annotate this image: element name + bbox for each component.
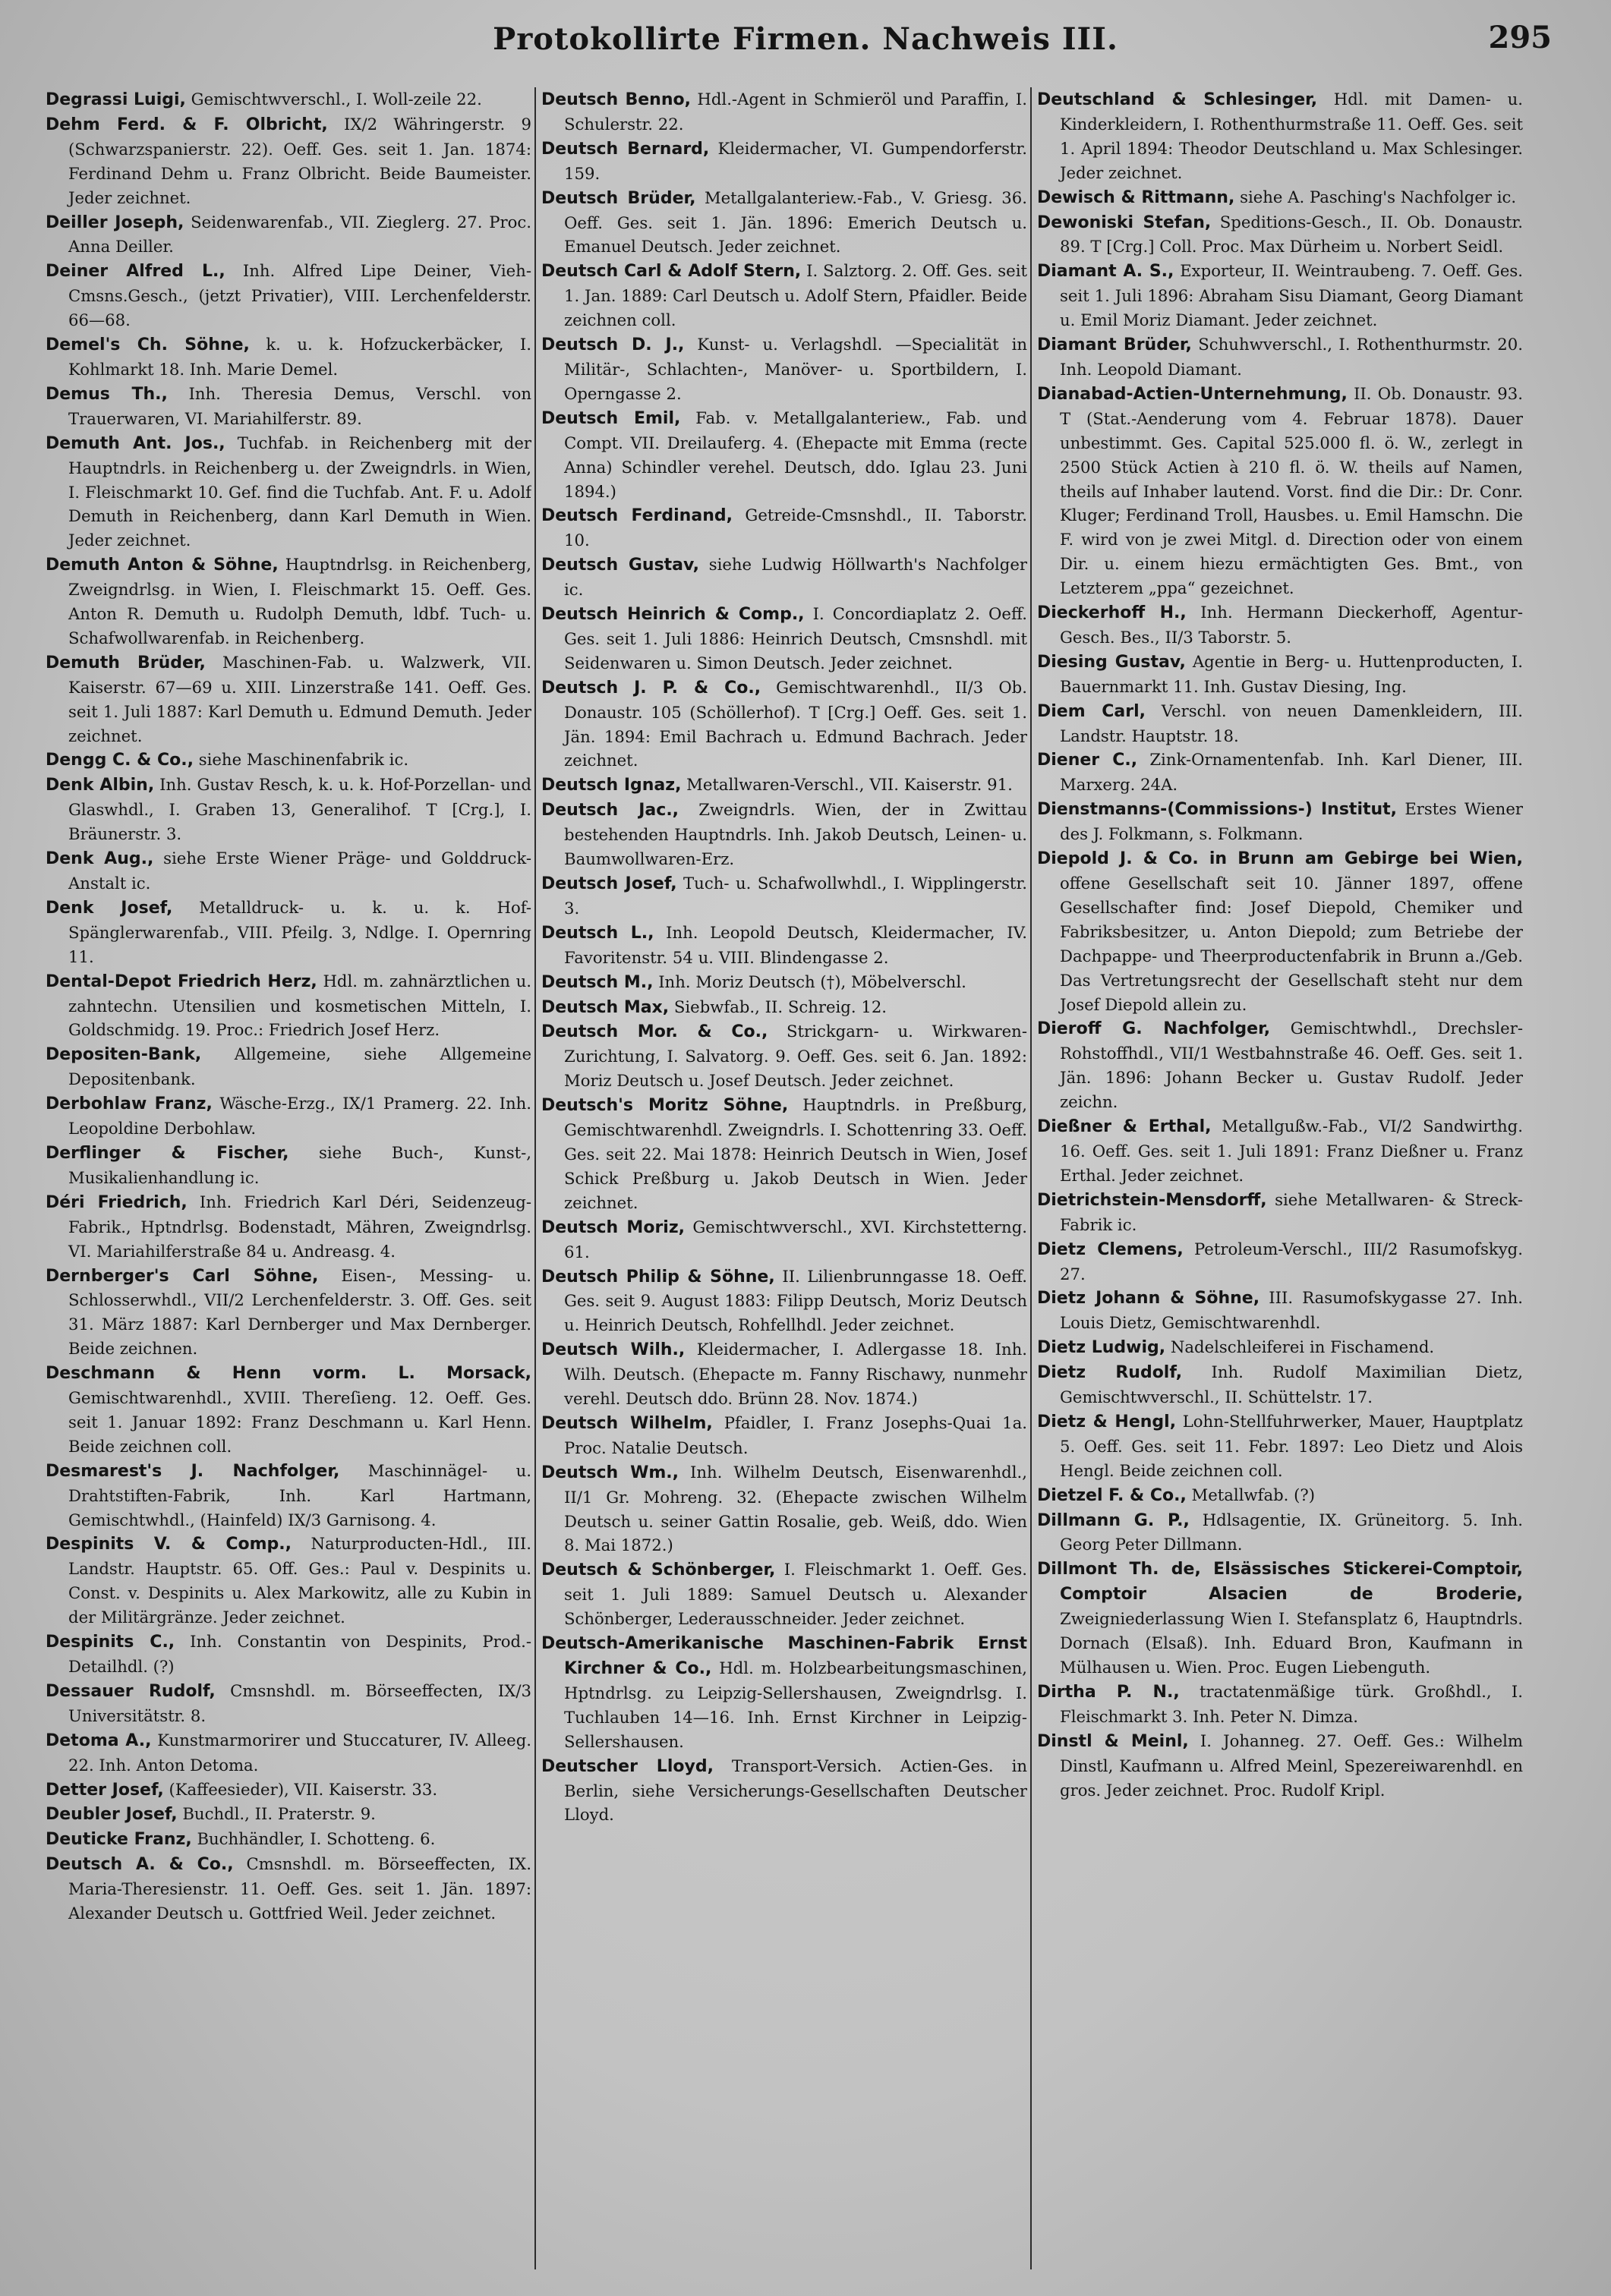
firm-details: siehe Metallwaren- & Streck-Fabrik ic.: [1060, 1189, 1523, 1234]
firm-details: Inh. Wilhelm Deutsch, Eisenwarenhdl., II/1 Gr. Mohreng. 32. (Ehepacte zwischen Wilhelm Deutsch u. seiner Gattin Rosalie, geb. Weiß, ddo. Wien 8. Mai 1872.): [564, 1462, 1027, 1555]
firm-details: Maschinen-Fab. u. Walzwerk, VII. Kaiserstr. 67—69 u. XIII. Linzerstraße 141. Oeff. Ges. seit 1. Juli 1887: Karl Demuth u. Edmund Demuth. Jeder zeichnet.: [68, 652, 531, 745]
directory-entry: [541, 1215, 1027, 1265]
firm-name: Dietz Johann & Söhne,: [1037, 1289, 1260, 1309]
directory-entry: [541, 995, 1027, 1020]
directory-entry: [1037, 1335, 1523, 1360]
directory-entry: [46, 87, 531, 112]
firm-details: Hdl. m. Holzbearbeitungsmaschinen, Hptndrlsg. zu Leipzig-Sellershausen, Zweigndrlsg. I. Tuchlauben 14—16. Inh. Ernst Kirchner in Leipzig-Sellershausen.: [564, 1658, 1027, 1751]
directory-entry: [1037, 1409, 1523, 1483]
column-divider: [534, 87, 536, 2269]
firm-details: Kunst- u. Verlagshdl. —Specialität in Militär-, Schlachten-, Manöver- u. Sportbildern, I. Operngasse 2.: [564, 335, 1027, 403]
directory-entry: [46, 112, 531, 210]
firm-name: Dianabad-Actien-Unternehmung,: [1037, 384, 1348, 404]
firm-details: Naturproducten-Hdl., III. Landstr. Hauptstr. 65. Off. Ges.: Paul v. Despinits u. Const. v. Despinits u. Alex Markowitz, alle zu Kubin in der Militärgränze. Jeder zeichnet.: [68, 1534, 531, 1627]
firm-details: Speditions-Gesch., II. Ob. Donaustr. 89. T [Crg.] Coll. Proc. Max Dürheim u. Norbert Seidl.: [1060, 212, 1523, 257]
firm-name: Dießner & Erthal,: [1037, 1117, 1212, 1137]
firm-details: Inh. Friedrich Karl Déri, Seidenzeug-Fabrik., Hptndrlsg. Bodenstadt, Mähren, Zweigndrlsg. VI. Mariahilferstraße 84 u. Andreasg. 4.: [68, 1192, 531, 1261]
directory-entry: [1037, 382, 1523, 600]
directory-entry: [46, 1852, 531, 1926]
firm-details: Buchdl., II. Praterstr. 9.: [182, 1804, 376, 1824]
firm-details: Hdl. m. zahnärztlichen u. zahntechn. Utensilien und kosmetischen Mitteln, I. Goldschmidg. 19. Proc.: Friedrich Josef Herz.: [68, 971, 531, 1040]
page-header: [46, 17, 1565, 70]
firm-details: Allgemeine, siehe Allgemeine Depositenbank.: [68, 1044, 531, 1089]
directory-entry: [46, 969, 531, 1043]
firm-name: Demel's Ch. Söhne,: [46, 335, 250, 355]
firm-name: Dengg C. & Co.,: [46, 751, 194, 770]
directory-entry: [1037, 1680, 1523, 1729]
directory-entry: [541, 137, 1027, 186]
firm-details: Kleidermacher, VI. Gumpendorferstr. 159.: [564, 138, 1027, 183]
firm-name: Deutscher Lloyd,: [541, 1756, 714, 1776]
directory-entry: [541, 676, 1027, 773]
firm-name: Deutsch Wilhelm,: [541, 1413, 713, 1433]
directory-entry: [46, 1802, 531, 1827]
firm-details: Exporteur, II. Weintraubeng. 7. Oeff. Ges. seit 1. Juli 1896: Abraham Sisu Diamant, Georg Diamant u. Emil Moriz Diamant. Jeder zeichnet.: [1060, 261, 1523, 330]
firm-name: Deutsch Bernard,: [541, 139, 710, 159]
directory-entry: [46, 1630, 531, 1679]
firm-name: Dewoniski Stefan,: [1037, 213, 1212, 232]
firm-name: Deutsch Brüder,: [541, 188, 696, 208]
firm-details: Kleidermacher, I. Adlergasse 18. Inh. Wilh. Deutsch. (Ehepacte m. Fanny Rischawy, nunmehr verehl. Deutsch ddo. Brünn 28. Nov. 1874.): [564, 1340, 1027, 1409]
firm-details: I. Concordiaplatz 2. Oeff. Ges. seit 1. Juli 1886: Heinrich Deutsch, Cmsnshdl. mit Seidenwaren u. Simon Deutsch. Jeder zeichnet.: [564, 604, 1027, 672]
firm-name: Deutsch M.,: [541, 972, 654, 992]
firm-name: Deiller Joseph,: [46, 213, 184, 232]
directory-entry: [46, 1827, 531, 1852]
firm-details: Hdlsagentie, IX. Grüneitorg. 5. Inh. Georg Peter Dillmann.: [1060, 1510, 1523, 1554]
directory-entry: [1037, 600, 1523, 650]
directory-entry: [541, 259, 1027, 332]
directory-entry: [46, 1459, 531, 1532]
directory-entry: [541, 553, 1027, 602]
directory-entry: [46, 1778, 531, 1803]
firm-name: Deutsch Wilh.,: [541, 1340, 686, 1360]
directory-entry: [541, 1460, 1027, 1558]
directory-entry: [46, 773, 531, 846]
directory-entry: [541, 1557, 1027, 1631]
firm-details: Nadelschleiferei in Fischamend.: [1170, 1337, 1435, 1357]
firm-name: Dienstmanns-(Commissions-) Institut,: [1037, 800, 1398, 820]
firm-details: Inh. Hermann Dieckerhoff, Agentur-Gesch. Bes., II/3 Taborstr. 5.: [1060, 603, 1523, 647]
firm-name: Depositen-Bank,: [46, 1045, 202, 1065]
directory-entry: [46, 1361, 531, 1459]
firm-details: Hdl. mit Damen- u. Kinderkleidern, I. Rothenthurmstraße 11. Oeff. Ges. seit 1. April 1894: Theodor Deutschland u. Max Schlesinger. Jeder zeichnet.: [1060, 90, 1523, 182]
firm-details: III. Rasumofskygasse 27. Inh. Louis Dietz, Gemischtwarenhdl.: [1060, 1288, 1523, 1333]
firm-details: Tuchfab. in Reichenberg mit der Hauptndrls. in Reichenberg u. der Zweigndrls. in Wien, I. Fleischmarkt 10. Gef. find die Tuchfab. Ant. F. u. Adolf Demuth in Reichenberg, dann Karl Demuth in Wien. Jeder zeichnet.: [68, 433, 531, 550]
firm-details: Lohn-Stellfuhrwerker, Mauer, Hauptplatz 5. Oeff. Ges. seit 11. Febr. 1897: Leo Dietz und Alois Hengl. Beide zeichnen coll.: [1060, 1411, 1523, 1480]
firm-name: Dietzel F. & Co.,: [1037, 1485, 1187, 1505]
firm-name: Dietrichstein-Mensdorff,: [1037, 1190, 1267, 1210]
firm-details: Strickgarn- u. Wirkwaren-Zurichtung, I. Salvatorg. 9. Oeff. Ges. seit 6. Jan. 1892: Moriz Deutsch u. Josef Deutsch. Jeder zeichnet.: [564, 1022, 1027, 1091]
firm-details: siehe Maschinenfabrik ic.: [198, 750, 409, 770]
firm-name: Detter Josef,: [46, 1780, 164, 1800]
firm-name: Deutsch Jac.,: [541, 801, 679, 820]
firm-name: Deuticke Franz,: [46, 1830, 192, 1850]
directory-entry: [541, 87, 1027, 137]
firm-details: Hdl.-Agent in Schmieröl und Paraffin, I. Schulerstr. 22.: [564, 90, 1027, 134]
directory-entry: [1037, 1360, 1523, 1409]
firm-details: Schuhwverschl., I. Rothenthurmstr. 20. Inh. Leopold Diamant.: [1060, 335, 1523, 379]
firm-name: Dietz Clemens,: [1037, 1239, 1184, 1259]
firm-details: I. Johanneg. 27. Oeff. Ges.: Wilhelm Dinstl, Kaufmann u. Alfred Meinl, Spezereiwarenhdl. en gros. Jeder zeichnet. Proc. Rudolf Kripl.: [1060, 1731, 1523, 1800]
firm-details: Gemischtwhdl., Drechsler-Rohstoffhdl., VII/1 Westbahnstraße 46. Oeff. Ges. seit 1. Jän. 1896: Johann Becker u. Gustav Rudolf. Jeder zeichn.: [1060, 1019, 1523, 1112]
firm-name: Deiner Alfred L.,: [46, 262, 225, 282]
firm-details: Buchhändler, I. Schotteng. 6.: [197, 1829, 436, 1849]
directory-entry: [46, 650, 531, 748]
firm-details: Fab. v. Metallgalanteriew., Fab. und Compt. VII. Dreilauferg. 4. (Ehepacte mit Emma (recte Anna) Schindler verehel. Deutsch, ddo. Iglau 23. Juni 1894.): [564, 408, 1027, 501]
firm-name: Desmarest's J. Nachfolger,: [46, 1461, 340, 1481]
directory-entry: [46, 332, 531, 382]
firm-name: Dehm Ferd. & F. Olbricht,: [46, 115, 328, 134]
firm-name: Dirtha P. N.,: [1037, 1682, 1180, 1702]
directory-entry: [46, 896, 531, 969]
firm-details: (Kaffeesieder), VII. Kaiserstr. 33.: [169, 1779, 438, 1799]
firm-name: Deutsch Philip & Söhne,: [541, 1267, 775, 1287]
firm-name: Deutsch Mor. & Co.,: [541, 1022, 768, 1042]
firm-details: Zweigndrls. Wien, der in Zwittau bestehenden Hauptndrls. Inh. Jakob Deutsch, Leinen- u. Baumwollwaren-Erz.: [564, 800, 1027, 869]
directory-entry: [541, 1337, 1027, 1411]
directory-entry: [1037, 332, 1523, 382]
firm-details: Seidenwarenfab., VII. Zieglerg. 27. Proc. Anna Deiller.: [68, 212, 531, 257]
firm-details: II. Lilienbrunngasse 18. Oeff. Ges. seit 9. August 1883: Filipp Deutsch, Moriz Deutsch u. Heinrich Deutsch, Rohfellhdl. Jeder zeichnet.: [564, 1266, 1027, 1335]
directory-entry: [541, 1754, 1027, 1828]
firm-details: I. Fleischmarkt 1. Oeff. Ges. seit 1. Juli 1889: Samuel Deutsch u. Alexander Schönberger, Lederausschneider. Jeder zeichnet.: [564, 1560, 1027, 1629]
firm-name: Deutsch J. P. & Co.,: [541, 678, 761, 698]
column-left: [46, 87, 531, 2273]
directory-entry: [1037, 1188, 1523, 1237]
firm-details: Verschl. von neuen Damenkleidern, III. Landstr. Hauptstr. 18.: [1060, 701, 1523, 745]
firm-name: Deutschland & Schlesinger,: [1037, 90, 1318, 109]
firm-name: Deutsch Benno,: [541, 90, 691, 109]
firm-name: Deutsch Wm.,: [541, 1463, 679, 1482]
firm-details: Gemischtwarenhdl., II/3 Ob. Donaustr. 105 (Schöllerhof). T [Crg.] Oeff. Ges. seit 1. Jän. 1894: Emil Bachrach u. Edmund Bachrach. Jeder zeichnet.: [564, 677, 1027, 770]
firm-name: Dietz & Hengl,: [1037, 1412, 1177, 1431]
firm-name: Déri Friedrich,: [46, 1192, 188, 1212]
firm-name: Derbohlaw Franz,: [46, 1094, 213, 1114]
directory-entry: [541, 1019, 1027, 1093]
firm-details: Transport-Versich. Actien-Ges. in Berlin, siehe Versicherungs-Gesellschaften Deutscher Lloyd.: [564, 1756, 1027, 1825]
firm-name: Deutsch Carl & Adolf Stern,: [541, 262, 802, 282]
directory-entry: [541, 871, 1027, 921]
directory-entry: [46, 1190, 531, 1264]
firm-details: Zink-Ornamentenfab. Inh. Karl Diener, III. Marxerg. 24A.: [1060, 750, 1523, 795]
firm-name: Denk Aug.,: [46, 849, 154, 869]
directory-entry: [46, 1728, 531, 1778]
firm-details: Inh. Rudolf Maximilian Dietz, Gemischtwverschl., II. Schüttelstr. 17.: [1060, 1362, 1523, 1407]
firm-details: Petroleum-Verschl., III/2 Rasumofskyg. 27.: [1060, 1239, 1523, 1283]
directory-entry: [541, 503, 1027, 553]
firm-details: k. u. k. Hofzuckerbäcker, I. Kohlmarkt 18. Inh. Marie Demel.: [68, 335, 531, 379]
directory-entry: [1037, 797, 1523, 846]
directory-entry: [541, 602, 1027, 676]
firm-name: Diem Carl,: [1037, 701, 1146, 721]
firm-name: Dieckerhoff H.,: [1037, 603, 1187, 623]
directory-entry: [1037, 185, 1523, 210]
firm-name: Demuth Anton & Söhne,: [46, 556, 279, 575]
directory-entry: [1037, 1016, 1523, 1114]
firm-name: Deubler Josef,: [46, 1805, 178, 1825]
firm-name: Deutsch Josef,: [541, 874, 677, 893]
firm-details: siehe Buch-, Kunst-, Musikalienhandlung ic.: [68, 1142, 531, 1187]
column-middle: [541, 87, 1027, 2273]
directory-entry: [1037, 1483, 1523, 1508]
firm-name: Demuth Brüder,: [46, 653, 206, 672]
firm-name: Dietz Rudolf,: [1037, 1363, 1183, 1383]
firm-details: I. Salztorg. 2. Off. Ges. seit 1. Jan. 1889: Carl Deutsch u. Adolf Stern, Pfaidler. Beide zeichnen coll.: [564, 261, 1027, 330]
directory-entry: [541, 406, 1027, 504]
firm-details: Gemischtwverschl., XVI. Kirchstetterng. 61.: [564, 1217, 1027, 1261]
firm-name: Deutsch Heinrich & Comp.,: [541, 605, 805, 625]
firm-details: Wäsche-Erzg., IX/1 Pramerg. 22. Inh. Leopoldine Derbohlaw.: [68, 1094, 531, 1139]
firm-name: Diamant A. S.,: [1037, 262, 1174, 282]
firm-name: Denk Josef,: [46, 898, 173, 918]
firm-details: Inh. Alfred Lipe Deiner, Vieh-Cmsns.Gesch., (jetzt Privatier), VIII. Lerchenfelderstr. 66—68.: [68, 261, 531, 330]
directory-entry: [541, 1093, 1027, 1215]
directory-entry: [46, 210, 531, 260]
directory-entry: [46, 382, 531, 431]
directory-entry: [46, 1141, 531, 1190]
firm-details: siehe A. Pasching's Nachfolger ic.: [1240, 187, 1517, 206]
firm-name: Deutsch Ferdinand,: [541, 506, 733, 526]
firm-details: Hauptndrlsg. in Reichenberg, Zweigndrlsg. in Wien, I. Fleischmarkt 15. Oeff. Ges. Anton R. Demuth u. Rudolph Demuth, ldbf. Tuch- u. Schafwollwarenfab. in Reichenberg.: [68, 555, 531, 647]
firm-details: Inh. Theresia Demus, Verschl. von Trauerwaren, VI. Mariahilferstr. 89.: [68, 383, 531, 428]
firm-details: Metallgalanteriew.-Fab., V. Griesg. 36. Oeff. Ges. seit 1. Jän. 1896: Emerich Deutsch u. Emanuel Deutsch. Jeder zeichnet.: [564, 187, 1027, 257]
firm-name: Deschmann & Henn vorm. L. Morsack,: [46, 1364, 531, 1384]
firm-name: Demus Th.,: [46, 384, 168, 404]
firm-name: Dessauer Rudolf,: [46, 1681, 216, 1701]
firm-name: Dillmann G. P.,: [1037, 1510, 1190, 1530]
directory-entry: [1037, 87, 1523, 185]
directory-entry: [46, 1264, 531, 1362]
firm-name: Diamant Brüder,: [1037, 335, 1192, 355]
directory-entry: [1037, 1508, 1523, 1557]
firm-details: Gemischtwarenhdl., XVIII. Thereſieng. 12. Oeff. Ges. seit 1. Januar 1892: Franz Deschmann u. Karl Henn. Beide zeichnen coll.: [68, 1388, 531, 1456]
firm-name: Demuth Ant. Jos.,: [46, 433, 225, 453]
firm-name: Deutsch Emil,: [541, 408, 681, 428]
firm-details: II. Ob. Donaustr. 93. T (Stat.-Aenderung vom 4. Februar 1878). Dauer unbestimmt. Ges. Capital 525.000 fl. ö. W., zerlegt in 2500 Stück Actien à 210 fl. ö. W. theils auf Namen, theils auf Inhaber lautend. Vorst. find die Dir.: Dr. Conr. Kluger; Ferdinand Troll, Hausbes. u. Emil Hamschn. Die F. wird von je zwei Mitgl. d. Direction oder von einem Dir. u. einem hiezu ermächtigten Ges. Bmt., von Letzterem „ppa“ gezeichnet.: [1060, 383, 1523, 598]
directory-entry: [541, 1631, 1027, 1754]
firm-name: Deutsch Max,: [541, 997, 670, 1017]
firm-name: Dewisch & Rittmann,: [1037, 187, 1235, 207]
firm-name: Dinstl & Meinl,: [1037, 1731, 1189, 1751]
firm-details: IX/2 Währingerstr. 9 (Schwarzspanierstr. 22). Oeff. Ges. seit 1. Jan. 1874: Ferdinand Dehm u. Franz Olbricht. Beide Baumeister. Jeder zeichnet.: [68, 114, 531, 207]
firm-details: Erstes Wiener des J. Folkmann, s. Folkmann.: [1060, 799, 1523, 844]
directory-entry: [541, 773, 1027, 798]
firm-details: Hauptndrls. in Preßburg, Gemischtwarenhdl. Zweigndrls. I. Schottenring 33. Oeff. Ges. seit 22. Mai 1878: Heinrich Deutsch in Wien, Josef Schick Preßburg u. Jakob Deutsch in Wien. Jeder zeichnet.: [564, 1095, 1027, 1212]
directory-entry: [541, 921, 1027, 970]
firm-name: Diepold J. & Co. in Brunn am Gebirge bei Wien,: [1037, 849, 1523, 869]
directory-entry: [46, 553, 531, 650]
directory-entry: [1037, 846, 1523, 1016]
firm-details: Maschinnägel- u. Drahtstiften-Fabrik, Inh. Karl Hartmann, Gemischtwhdl., (Hainfeld) IX/3 Garnisong. 4.: [68, 1460, 531, 1529]
firm-details: offene Gesellschaft seit 10. Jänner 1897, offene Gesellschafter find: Josef Diepold, Chemiker und Fabriksbesitzer, u. Anton Diepold; zum Betriebe der Dachpappe- und Theerproductenfabrik in Brunn a./Geb. Das Vertretungsrecht der Gesellschaft steht nur dem Josef Diepold allein zu.: [1060, 874, 1523, 1014]
firm-name: Derflinger & Fischer,: [46, 1143, 289, 1163]
firm-details: Cmsnshdl. m. Börseeffecten, IX/3 Universitätstr. 8.: [68, 1680, 531, 1725]
firm-name: Deutsch D. J.,: [541, 335, 685, 355]
firm-details: Pfaidler, I. Franz Josephs-Quai 1a. Proc. Natalie Deutsch.: [564, 1413, 1027, 1457]
firm-details: Metallwaren-Verschl., VII. Kaiserstr. 91.: [686, 775, 1013, 795]
directory-entry: [46, 1091, 531, 1141]
directory-entry: [541, 332, 1027, 406]
firm-details: tractatenmäßige türk. Großhdl., I. Fleischmarkt 3. Inh. Peter N. Dimza.: [1060, 1681, 1523, 1726]
firm-name: Deutsch L.,: [541, 923, 654, 943]
firm-details: Inh. Gustav Resch, k. u. k. Hof-Porzellan- und Glaswhdl., I. Graben 13, Generalihof. T [Crg.], I. Bräunerstr. 3.: [68, 775, 531, 844]
directory-entry: [541, 798, 1027, 871]
firm-name: Denk Albin,: [46, 776, 155, 795]
directory-entry: [1037, 210, 1523, 260]
directory-entry: [46, 1679, 531, 1728]
firm-name: Dernberger's Carl Söhne,: [46, 1266, 319, 1286]
directory-entry: [1037, 1237, 1523, 1287]
firm-details: Inh. Constantin von Despinits, Prod.-Detailhdl. (?): [68, 1632, 531, 1676]
firm-name: Despinits C.,: [46, 1633, 175, 1652]
firm-name: Deutsch Gustav,: [541, 556, 699, 575]
firm-name: Deutsch's Moritz Söhne,: [541, 1096, 789, 1116]
directory-entry: [1037, 259, 1523, 332]
firm-details: Gemischtwverschl., I. Woll-zeile 22.: [191, 90, 482, 109]
firm-name: Deutsch & Schönberger,: [541, 1561, 776, 1580]
firm-details: Cmsnshdl. m. Börseeffecten, IX. Maria-Theresienstr. 11. Oeff. Ges. seit 1. Jän. 1897: Alexander Deutsch u. Gottfried Weil. Jeder zeichnet.: [68, 1854, 531, 1923]
firm-details: Agentie in Berg- u. Huttenproducten, I. Bauernmarkt 11. Inh. Gustav Diesing, Ing.: [1060, 651, 1523, 696]
directory-entry: [541, 970, 1027, 995]
firm-details: Inh. Moriz Deutsch (†), Möbelverschl.: [658, 972, 966, 991]
page-title: Protokollirte Firmen. Nachweis III.: [493, 21, 1118, 57]
directory-entry: [46, 1532, 531, 1630]
directory-entry: [1037, 1286, 1523, 1335]
firm-details: Inh. Leopold Deutsch, Kleidermacher, IV. Favoritenstr. 54 u. VIII. Blindengasse 2.: [564, 922, 1027, 967]
directory-entry: [541, 186, 1027, 260]
firm-name: Diesing Gustav,: [1037, 652, 1186, 672]
firm-name: Dillmont Th. de, Elsässisches Stickerei-Comptoir, Comptoir Alsacien de Broderie,: [1037, 1560, 1523, 1605]
directory-entry: [46, 846, 531, 896]
firm-details: siehe Ludwig Höllwarth's Nachfolger ic.: [564, 555, 1027, 600]
firm-details: Siebwfab., II. Schreig. 12.: [673, 997, 887, 1016]
firm-details: Tuch- u. Schafwollwhdl., I. Wipplingerstr. 3.: [564, 874, 1027, 918]
firm-details: Kunstmarmorirer und Stuccaturer, IV. Alleeg. 22. Inh. Anton Detoma.: [68, 1730, 531, 1775]
firm-name: Deutsch Ignaz,: [541, 776, 682, 795]
firm-details: Zweigniederlassung Wien I. Stefansplatz 6, Hauptndrls. Dornach (Elsaß). Inh. Eduard Bron, Kaufmann in Mülhausen u. Wien. Proc. Eugen Liebenguth.: [1060, 1609, 1523, 1677]
firm-details: Eisen-, Messing- u. Schlosserwhdl., VII/2 Lerchenfelderstr. 3. Off. Ges. seit 31. März 1887: Karl Dernberger und Max Dernberger. Beide zeichnen.: [68, 1265, 531, 1359]
firm-name: Deutsch-Amerikanische Maschinen-Fabrik Ernst Kirchner & Co.,: [541, 1634, 1027, 1678]
firm-name: Detoma A.,: [46, 1731, 152, 1750]
firm-details: Getreide-Cmsnshdl., II. Taborstr. 10.: [564, 505, 1027, 550]
directory-entry: [46, 259, 531, 332]
firm-name: Dental-Depot Friedrich Herz,: [46, 972, 317, 991]
firm-name: Diener C.,: [1037, 751, 1138, 770]
directory-entry: [1037, 1557, 1523, 1680]
firm-name: Degrassi Luigi,: [46, 90, 186, 109]
directory-entry: [1037, 699, 1523, 748]
directory-entry: [46, 1042, 531, 1091]
directory-entry: [1037, 748, 1523, 797]
firm-details: siehe Erste Wiener Präge- und Golddruck-Anstalt ic.: [68, 849, 531, 893]
firm-name: Dietz Ludwig,: [1037, 1338, 1166, 1358]
directory-entry: [541, 1265, 1027, 1338]
page-number: 295: [1488, 20, 1552, 55]
directory-entry: [1037, 1729, 1523, 1803]
column-divider: [1030, 87, 1032, 2269]
firm-details: Metallgußw.-Fab., VI/2 Sandwirthg. 16. Oeff. Ges. seit 1. Juli 1891: Franz Dießner u. Franz Erthal. Jeder zeichnet.: [1060, 1117, 1523, 1185]
directory-entry: [541, 1411, 1027, 1460]
firm-details: Metallwfab. (?): [1191, 1485, 1316, 1504]
directory-entry: [46, 748, 531, 773]
directory-entry: [1037, 1114, 1523, 1188]
directory-entry: [1037, 650, 1523, 699]
firm-details: Metalldruck- u. k. u. k. Hof-Spänglerwarenfab., VIII. Pfeilg. 3, Ndlge. I. Opernring 11.: [68, 897, 531, 966]
firm-name: Deutsch A. & Co.,: [46, 1855, 234, 1875]
firm-name: Deutsch Moriz,: [541, 1217, 685, 1237]
column-right: [1037, 87, 1523, 2273]
directory-entry: [46, 431, 531, 553]
firm-name: Despinits V. & Comp.,: [46, 1535, 292, 1554]
firm-name: Dieroff G. Nachfolger,: [1037, 1019, 1271, 1039]
